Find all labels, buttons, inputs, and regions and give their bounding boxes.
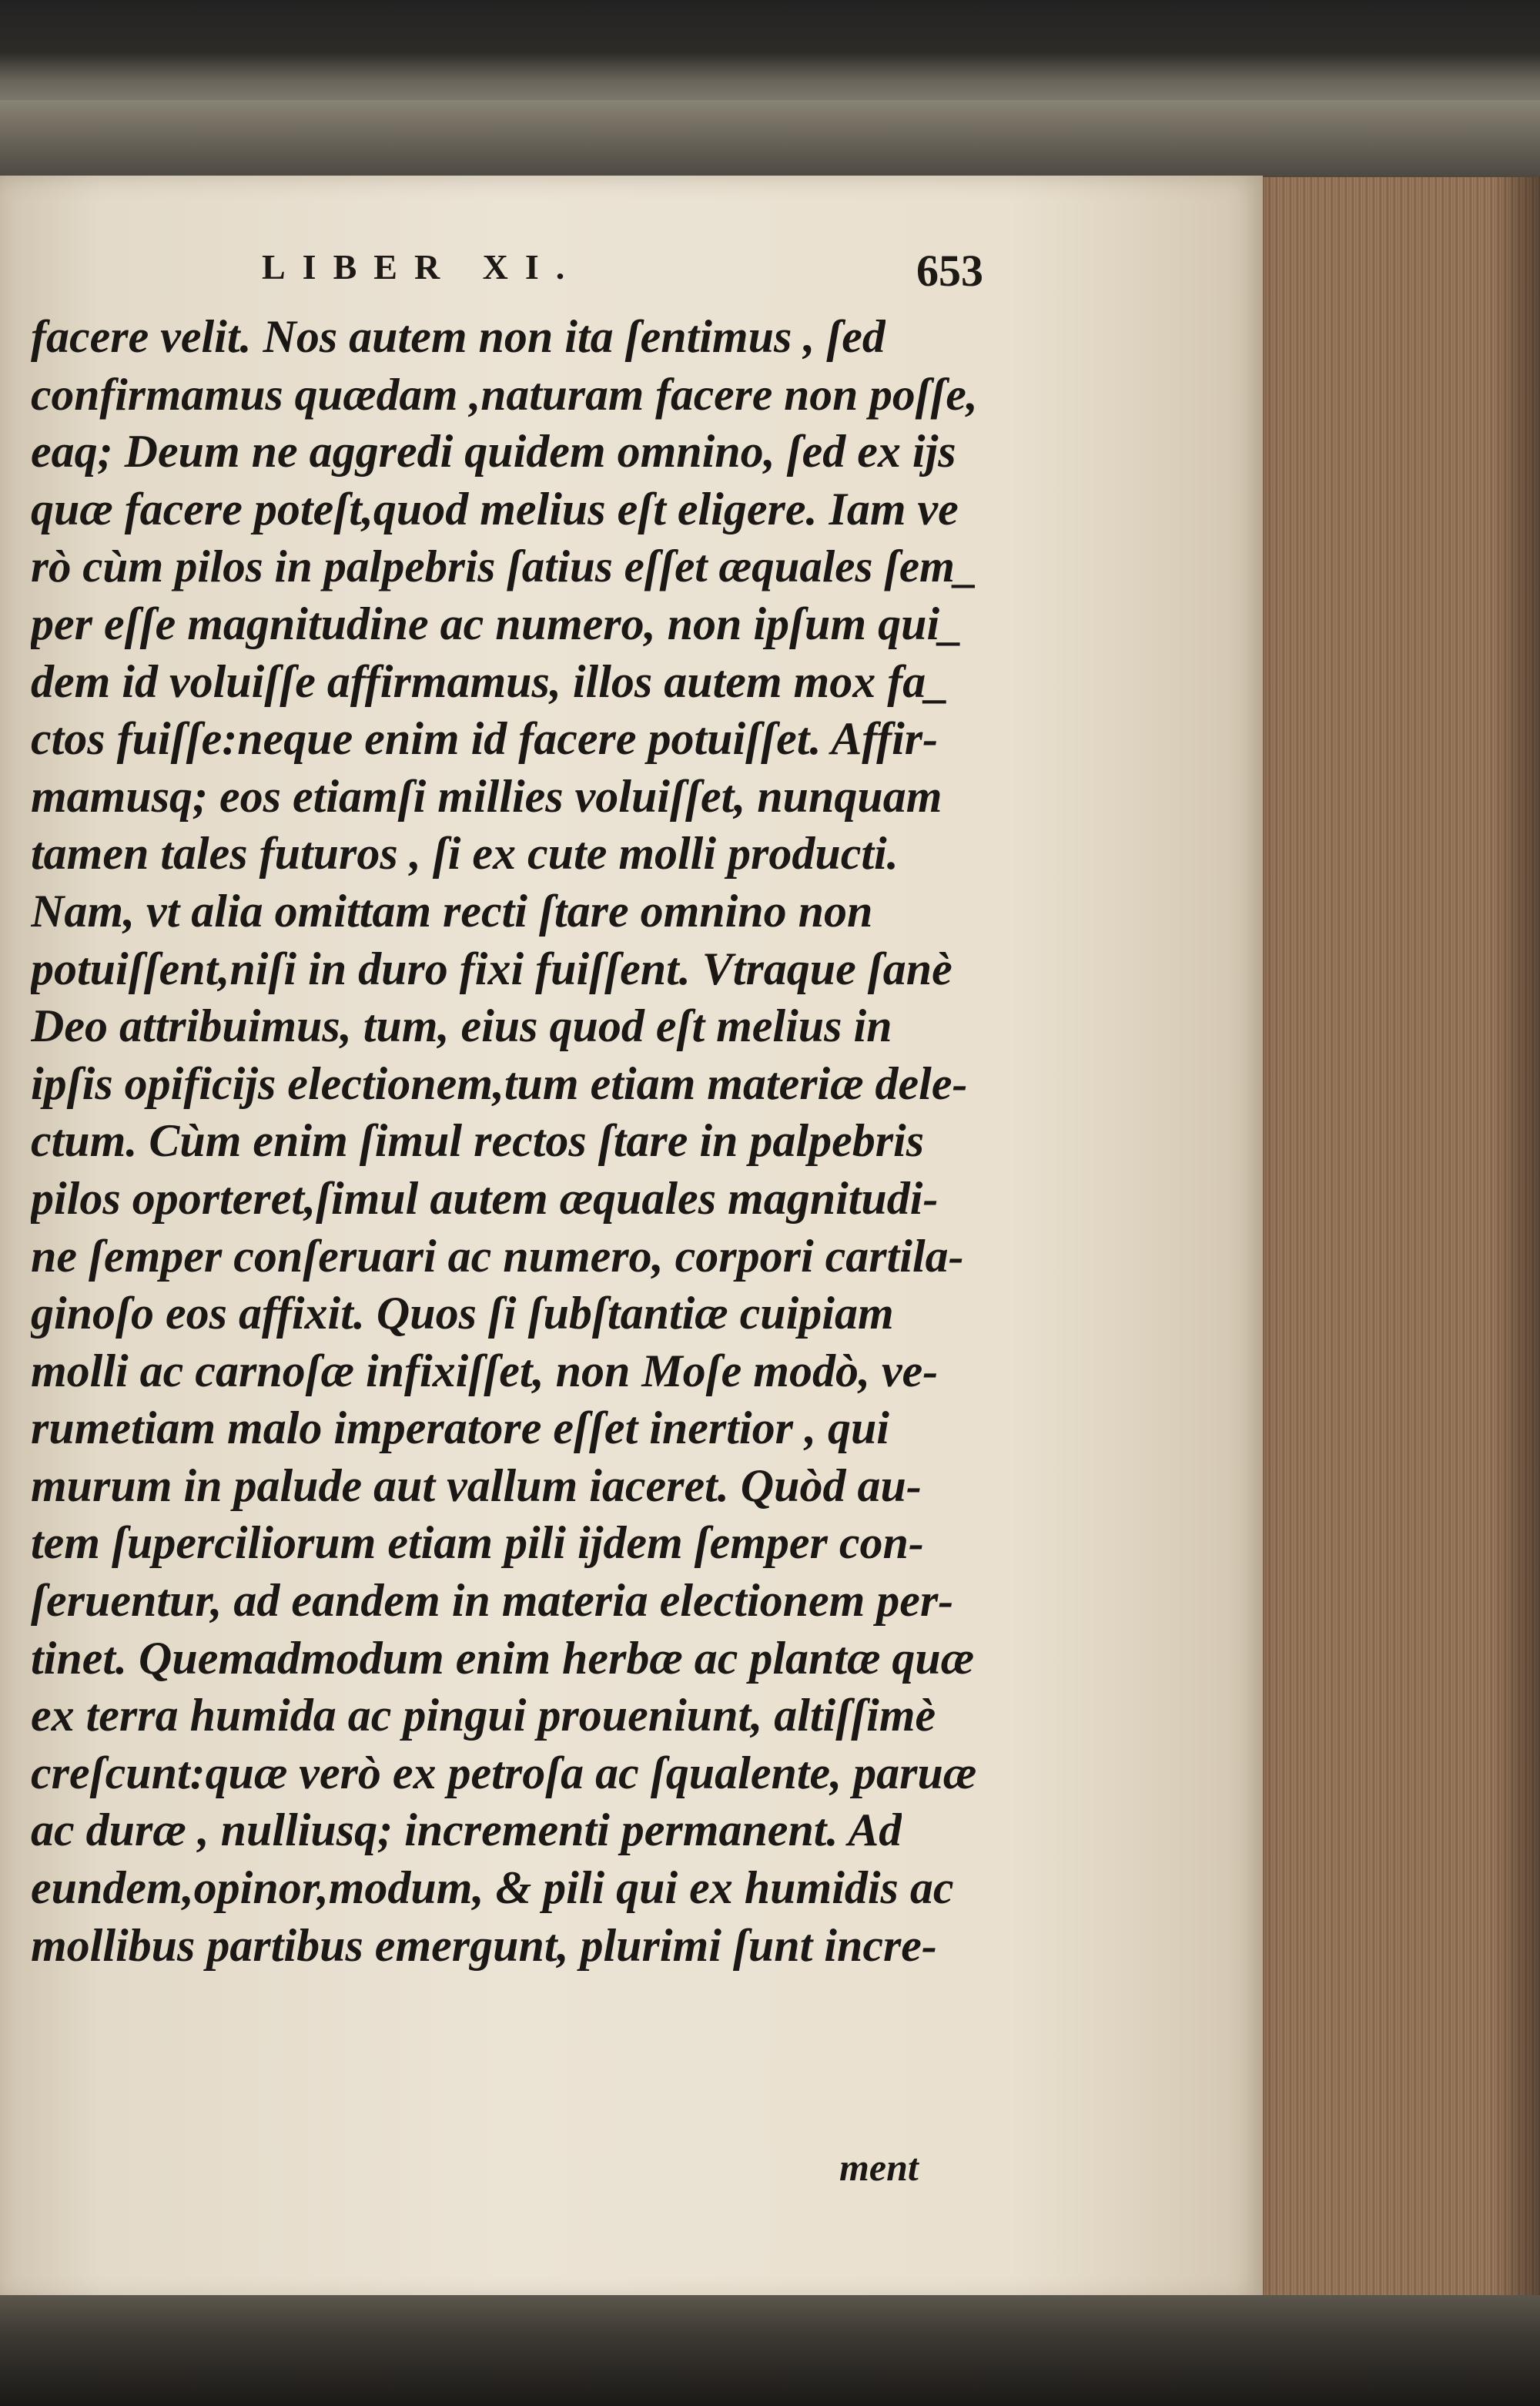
text-line: potuiſſent,niſi in duro fixi fuiſſent. Vtraque ſanè: [31, 943, 952, 994]
text-line: ſeruentur, ad eandem in materia electionem per-: [31, 1575, 954, 1627]
text-line: ctos fuiſſe:neque enim id facere potuiſſet. Affir-: [31, 713, 939, 765]
text-line: ac duræ , nulliusq; incrementi permanent. Ad: [31, 1804, 902, 1856]
book-page: [0, 176, 1263, 2301]
text-line: ex terra humida ac pingui proueniunt, altiſſimè: [31, 1690, 936, 1741]
text-line: rò cùm pilos in palpebris ſatius eſſet æquales ſem_: [31, 541, 978, 592]
text-line: molli ac carnoſæ infixiſſet, non Moſe modò, ve-: [31, 1345, 939, 1396]
text-line: quæ facere poteſt,quod melius eſt eligere. Iam ve: [31, 483, 959, 534]
text-line: rumetiam malo imperatore eſſet inertior , qui: [31, 1402, 889, 1454]
text-line: eundem,opinor,modum, & pili qui ex humidis ac: [31, 1862, 954, 1914]
text-line: Deo attribuimus, tum, eius quod eſt melius in: [31, 1000, 892, 1052]
text-line: dem id voluiſſe affirmamus, illos autem mox fa_: [31, 655, 949, 707]
catchword: ment: [839, 2146, 919, 2189]
text-line: eaq; Deum ne aggredi quidem omnino, ſed ex ijs: [31, 426, 956, 478]
text-line: tamen tales futuros , ſi ex cute molli producti.: [31, 828, 899, 880]
page-number: 653: [916, 246, 983, 296]
text-line: ctum. Cùm enim ſimul rectos ſtare in palpebris: [31, 1115, 925, 1167]
text-line: murum in palude aut vallum iaceret. Quòd au-: [31, 1459, 922, 1511]
text-line: ginoſo eos affixit. Quos ſi ſubſtantiæ cuipiam: [31, 1288, 894, 1339]
cover-board-edge: [0, 100, 1540, 181]
text-line: mamusq; eos etiamſi millies voluiſſet, nunquam: [31, 770, 942, 822]
text-line: ipſis opificijs electionem,tum etiam materiæ dele-: [31, 1057, 968, 1109]
fore-edge-shadow: [1230, 177, 1540, 2303]
text-line: tem ſuperciliorum etiam pili ijdem ſemper con-: [31, 1517, 924, 1569]
text-line: ne ſemper conſeruari ac numero, corpori cartila-: [31, 1230, 964, 1282]
running-title: LIBER XI.: [262, 247, 582, 287]
text-line: per eſſe magnitudine ac numero, non ipſum qui_: [31, 598, 963, 649]
text-line: confirmamus quædam ,naturam facere non poſſe,: [31, 368, 978, 420]
book-top-edge: [0, 0, 1540, 116]
text-line: Nam, vt alia omittam recti ſtare omnino non: [31, 885, 873, 937]
text-line: creſcunt:quæ verò ex petroſa ac ſqualente, paruæ: [31, 1747, 977, 1798]
text-block: [31, 239, 993, 2195]
running-head: [31, 239, 993, 300]
book-bottom-edge: [0, 2295, 1540, 2406]
text-line: facere velit. Nos autem non ita ſentimus , ſed: [31, 311, 886, 362]
text-line: pilos oporteret,ſimul autem æquales magnitudi-: [31, 1172, 939, 1224]
text-line: mollibus partibus emergunt, plurimi ſunt incre-: [31, 1919, 937, 1971]
text-line: tinet. Quemadmodum enim herbæ ac plantæ quæ: [31, 1632, 975, 1684]
body-text: [31, 308, 993, 1974]
